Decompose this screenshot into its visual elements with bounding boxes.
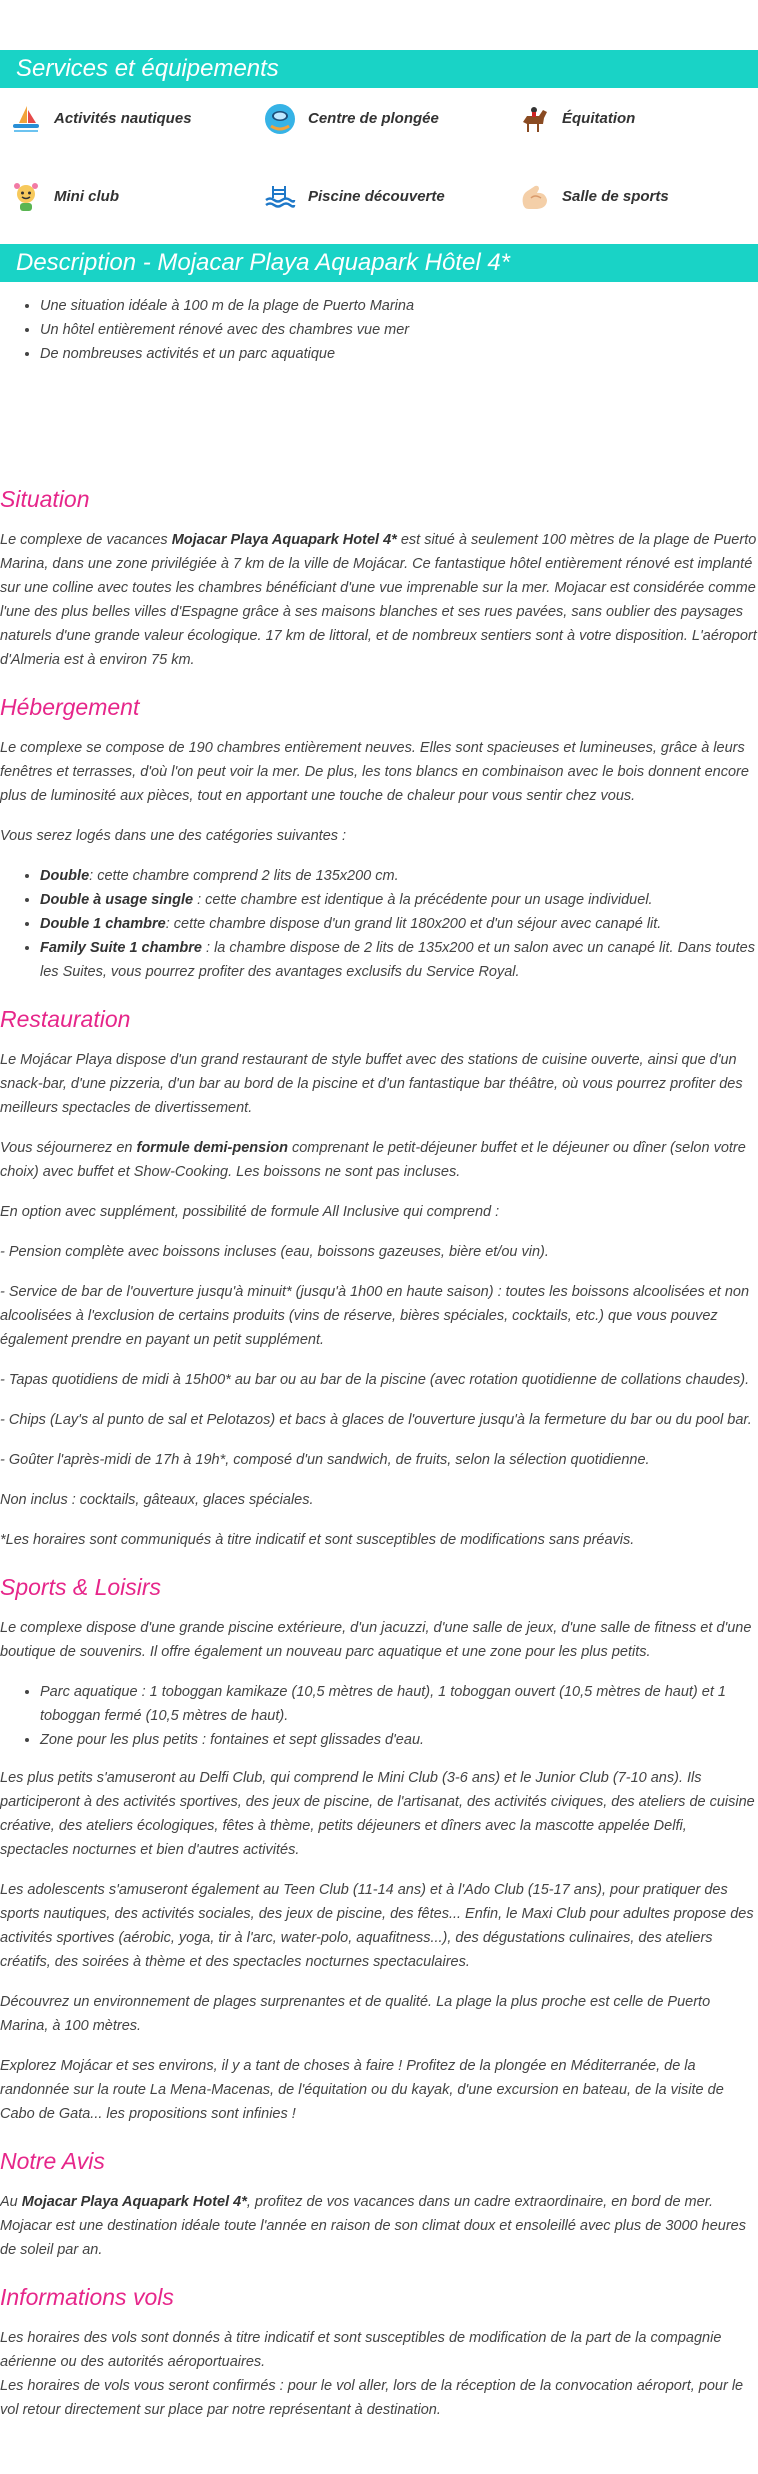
restauration-paragraph (0, 1136, 758, 1184)
sports-heading: Sports & Loisirs (0, 1574, 162, 1600)
room-list (40, 864, 758, 984)
vols-section (0, 2282, 758, 2422)
sports-paragraph: Les plus petits s'amuseront au Delfi Club, qui comprend le Mini Club (3-6 ans) et le Junior Club (7-10 ans). Ils participeront à des activités sportives, des jeux de piscine, de l'artisanat, des activités civiques, des ateliers de cuisine créative, des ateliers écologiques, fêtes à thème, petits déjeuners et dîners avec la mascotte appelée Delfi, spectacles nocturnes et bien d'autres activités. (0, 1770, 755, 1858)
situation-section (0, 484, 758, 672)
restauration-section (0, 1004, 758, 1552)
text: comprenant le petit-déjeuner buffet et le déjeuner ou dîner (selon votre choix) avec buffet et Show-Cooking. Les boissons ne sont pas incluses. (0, 1140, 746, 1180)
situation-heading: Situation (0, 486, 90, 512)
description-points (40, 294, 758, 366)
description-title-bar (0, 244, 758, 282)
sports-paragraph: Découvrez un environnement de plages surprenantes et de qualité. La plage la plus proche est celle de Puerto Marina, à 100 mètres. (0, 1994, 711, 2034)
service-item-piscine-decouverte (262, 178, 516, 216)
service-label: Salle de sports (562, 188, 669, 205)
gym-icon (516, 179, 552, 215)
list-item: • Zone pour les plus petits : fontaines et sept glissades d'eau. (40, 1728, 758, 1752)
list-item: • Parc aquatique : 1 toboggan kamikaze (10,5 mètres de haut), 1 toboggan ouvert (10,5 mètres de haut) et 1 toboggan fermé (10,5 mètres de haut). (40, 1680, 758, 1728)
room-name: Family Suite 1 chambre (40, 940, 202, 956)
hebergement-paragraph: Le complexe se compose de 190 chambres entièrement neuves. Elles sont spacieuses et lumineuses, grâce à leurs fenêtres et terrasses, d'où l'on peut voir la mer. De plus, les tons blancs en combinaison avec le bois donnent encore plus de luminosité aux pièces, tout en apportant une touche de chaleur pour vous sentir chez vous. (0, 740, 749, 804)
service-label: Mini club (54, 188, 119, 205)
services-grid (0, 88, 758, 244)
service-item-salle-de-sports (516, 178, 758, 216)
sports-section (0, 1572, 758, 2126)
text: est situé à seulement 100 mètres de la plage de Puerto Marina, dans une zone privilégiée à 7 km de la ville de Mojácar. Ce fantastique hôtel entièrement rénové est implanté sur une colline avec toutes les chambres bénéficiant d'une vue imprenable sur la mer. Mojacar est considérée comme l'une des plus belles villes d'Espagne grâce à ses maisons blanches et ses rues pavées, sans oublier des paysages naturels d'une grande valeur écologique. 17 km de littoral, et de nombreux sentiers sont à votre disposition. L'aéroport d'Almeria est à environ 75 km. (0, 532, 757, 668)
services-title-bar (0, 50, 758, 88)
hebergement-heading: Hébergement (0, 694, 140, 720)
sports-list (40, 1680, 758, 1752)
room-name: Double (40, 868, 90, 884)
description-title: Description - Mojacar Playa Aquapark Hôtel 4* (16, 249, 511, 276)
room-name: Double 1 chambre (40, 916, 166, 932)
hebergement-section (0, 692, 758, 984)
list-item: • Une situation idéale à 100 m de la plage de Puerto Marina (40, 294, 758, 318)
list-item (40, 936, 758, 984)
text: Le complexe de vacances (0, 532, 172, 548)
vols-paragraph: Les horaires de vols vous seront confirmés : pour le vol aller, lors de la réception de la convocation aéroport, pour le vol retour directement sur place par notre représentant à destination. (0, 2378, 744, 2418)
restauration-heading: Restauration (0, 1006, 131, 1032)
text: , profitez de vos vacances dans un cadre extraordinaire, en bord de mer. Mojacar est une destination idéale toute l'année en raison de son climat doux et ensoleillé avec plus de 3000 heures de soleil par an. (0, 2194, 746, 2258)
list-item (40, 888, 758, 912)
hotel-name: Mojacar Playa Aquapark Hotel 4* (21, 2194, 247, 2210)
sports-paragraph: Explorez Mojácar et ses environs, il y a tant de choses à faire ! Profitez de la plongée en Méditerranée, de la randonnée sur la route La Mena-Macenas, de l'équitation ou du kayak, d'une excursion en bateau, de la visite de Cabo de Gata... les propositions sont infinies ! (0, 2058, 724, 2122)
service-label: Piscine découverte (308, 188, 445, 205)
avis-paragraph (0, 2190, 758, 2262)
text: Vous séjournerez en (0, 1140, 137, 1156)
room-name: Double à usage single (40, 892, 194, 908)
diving-icon (262, 101, 298, 137)
restauration-paragraph: - Goûter l'après-midi de 17h à 19h*, composé d'un sandwich, de fruits, selon la sélection quotidienne. (0, 1452, 650, 1468)
service-label: Activités nautiques (54, 110, 192, 127)
room-desc: : cette chambre est identique à la précédente pour un usage individuel. (193, 892, 653, 908)
situation-paragraph (0, 528, 758, 672)
restauration-paragraph: Le Mojácar Playa dispose d'un grand restaurant de style buffet avec des stations de cuisine ouverte, ainsi que d'un snack-bar, d'une pizzeria, d'un bar au bord de la piscine et d'un fantastique bar théâtre, où vous pourrez profiter des meilleurs spectacles de divertissement. (0, 1052, 743, 1116)
horse-riding-icon (516, 101, 552, 137)
room-desc: : cette chambre comprend 2 lits de 135x200 cm. (89, 868, 399, 884)
list-item: • De nombreuses activités et un parc aquatique (40, 342, 758, 366)
list-item (40, 864, 758, 888)
service-item-activites-nautiques (8, 100, 262, 138)
sailing-icon (8, 101, 44, 137)
vols-heading: Informations vols (0, 2284, 174, 2310)
service-label: Centre de plongée (308, 110, 439, 127)
mini-club-icon (8, 179, 44, 215)
room-desc: : cette chambre dispose d'un grand lit 180x200 et d'un séjour avec canapé lit. (165, 916, 662, 932)
service-item-mini-club (8, 178, 262, 216)
service-item-equitation (516, 100, 758, 138)
restauration-paragraph: - Tapas quotidiens de midi à 15h00* au bar ou au bar de la piscine (avec rotation quotidienne de collations chaudes). (0, 1372, 750, 1388)
service-item-centre-de-plongee (262, 100, 516, 138)
avis-heading: Notre Avis (0, 2148, 105, 2174)
services-title: Services et équipements (16, 55, 279, 82)
sports-paragraph: Le complexe dispose d'une grande piscine extérieure, d'un jacuzzi, d'une salle de jeux, d'une salle de fitness et d'une boutique de souvenirs. Il offre également un nouveau parc aquatique et une zone pour les plus petits. (0, 1620, 752, 1660)
restauration-paragraph: - Service de bar de l'ouverture jusqu'à minuit* (jusqu'à 1h00 en haute saison) : toutes les boissons alcoolisées et non alcoolisées à l'exclusion de certains produits (vins de réserve, bières spéciales, cocktails, etc.) que vous pouvez également prendre en payant un petit supplément. (0, 1284, 750, 1348)
pool-icon (262, 179, 298, 215)
restauration-paragraph: *Les horaires sont communiqués à titre indicatif et sont susceptibles de modifications sans préavis. (0, 1532, 635, 1548)
restauration-paragraph: - Chips (Lay's al punto de sal et Pelotazos) et bacs à glaces de l'ouverture jusqu'à la fermeture du bar ou du pool bar. (0, 1412, 752, 1428)
sports-paragraph: Les adolescents s'amuseront également au Teen Club (11-14 ans) et à l'Ado Club (15-17 ans), pour pratiquer des sports nautiques, des activités sociales, des jeux de piscine, des fêtes... Enfin, le Maxi Club pour adultes propose des activités sportives (aérobic, yoga, tir à l'arc, water-polo, aquafitness...), des dégustations culinaires, des ateliers créatifs, des soirées à thème et des spectacles nocturnes spectaculaires. (0, 1882, 754, 1970)
hotel-name: Mojacar Playa Aquapark Hotel 4* (171, 532, 397, 548)
restauration-paragraph: En option avec supplément, possibilité de formule All Inclusive qui comprend : (0, 1204, 500, 1220)
list-item: • Un hôtel entièrement rénové avec des chambres vue mer (40, 318, 758, 342)
hebergement-intro: Vous serez logés dans une des catégories suivantes : (0, 828, 347, 844)
restauration-paragraph: Non inclus : cocktails, gâteaux, glaces spéciales. (0, 1492, 314, 1508)
restauration-paragraph: - Pension complète avec boissons incluses (eau, boissons gazeuses, bière et/ou vin). (0, 1244, 549, 1260)
board-type: formule demi-pension (136, 1140, 288, 1156)
avis-section (0, 2146, 758, 2262)
vols-paragraph: Les horaires des vols sont donnés à titre indicatif et sont susceptibles de modification de la part de la compagnie aérienne ou des autorités aéroportuaires. (0, 2330, 722, 2370)
text: Au (0, 2194, 22, 2210)
room-desc: : la chambre dispose de 2 lits de 135x200 et un salon avec un canapé lit. Dans toutes les Suites, vous pourrez profiter des avantages exclusifs du Service Royal. (40, 940, 755, 980)
service-label: Équitation (562, 110, 636, 127)
list-item (40, 912, 758, 936)
